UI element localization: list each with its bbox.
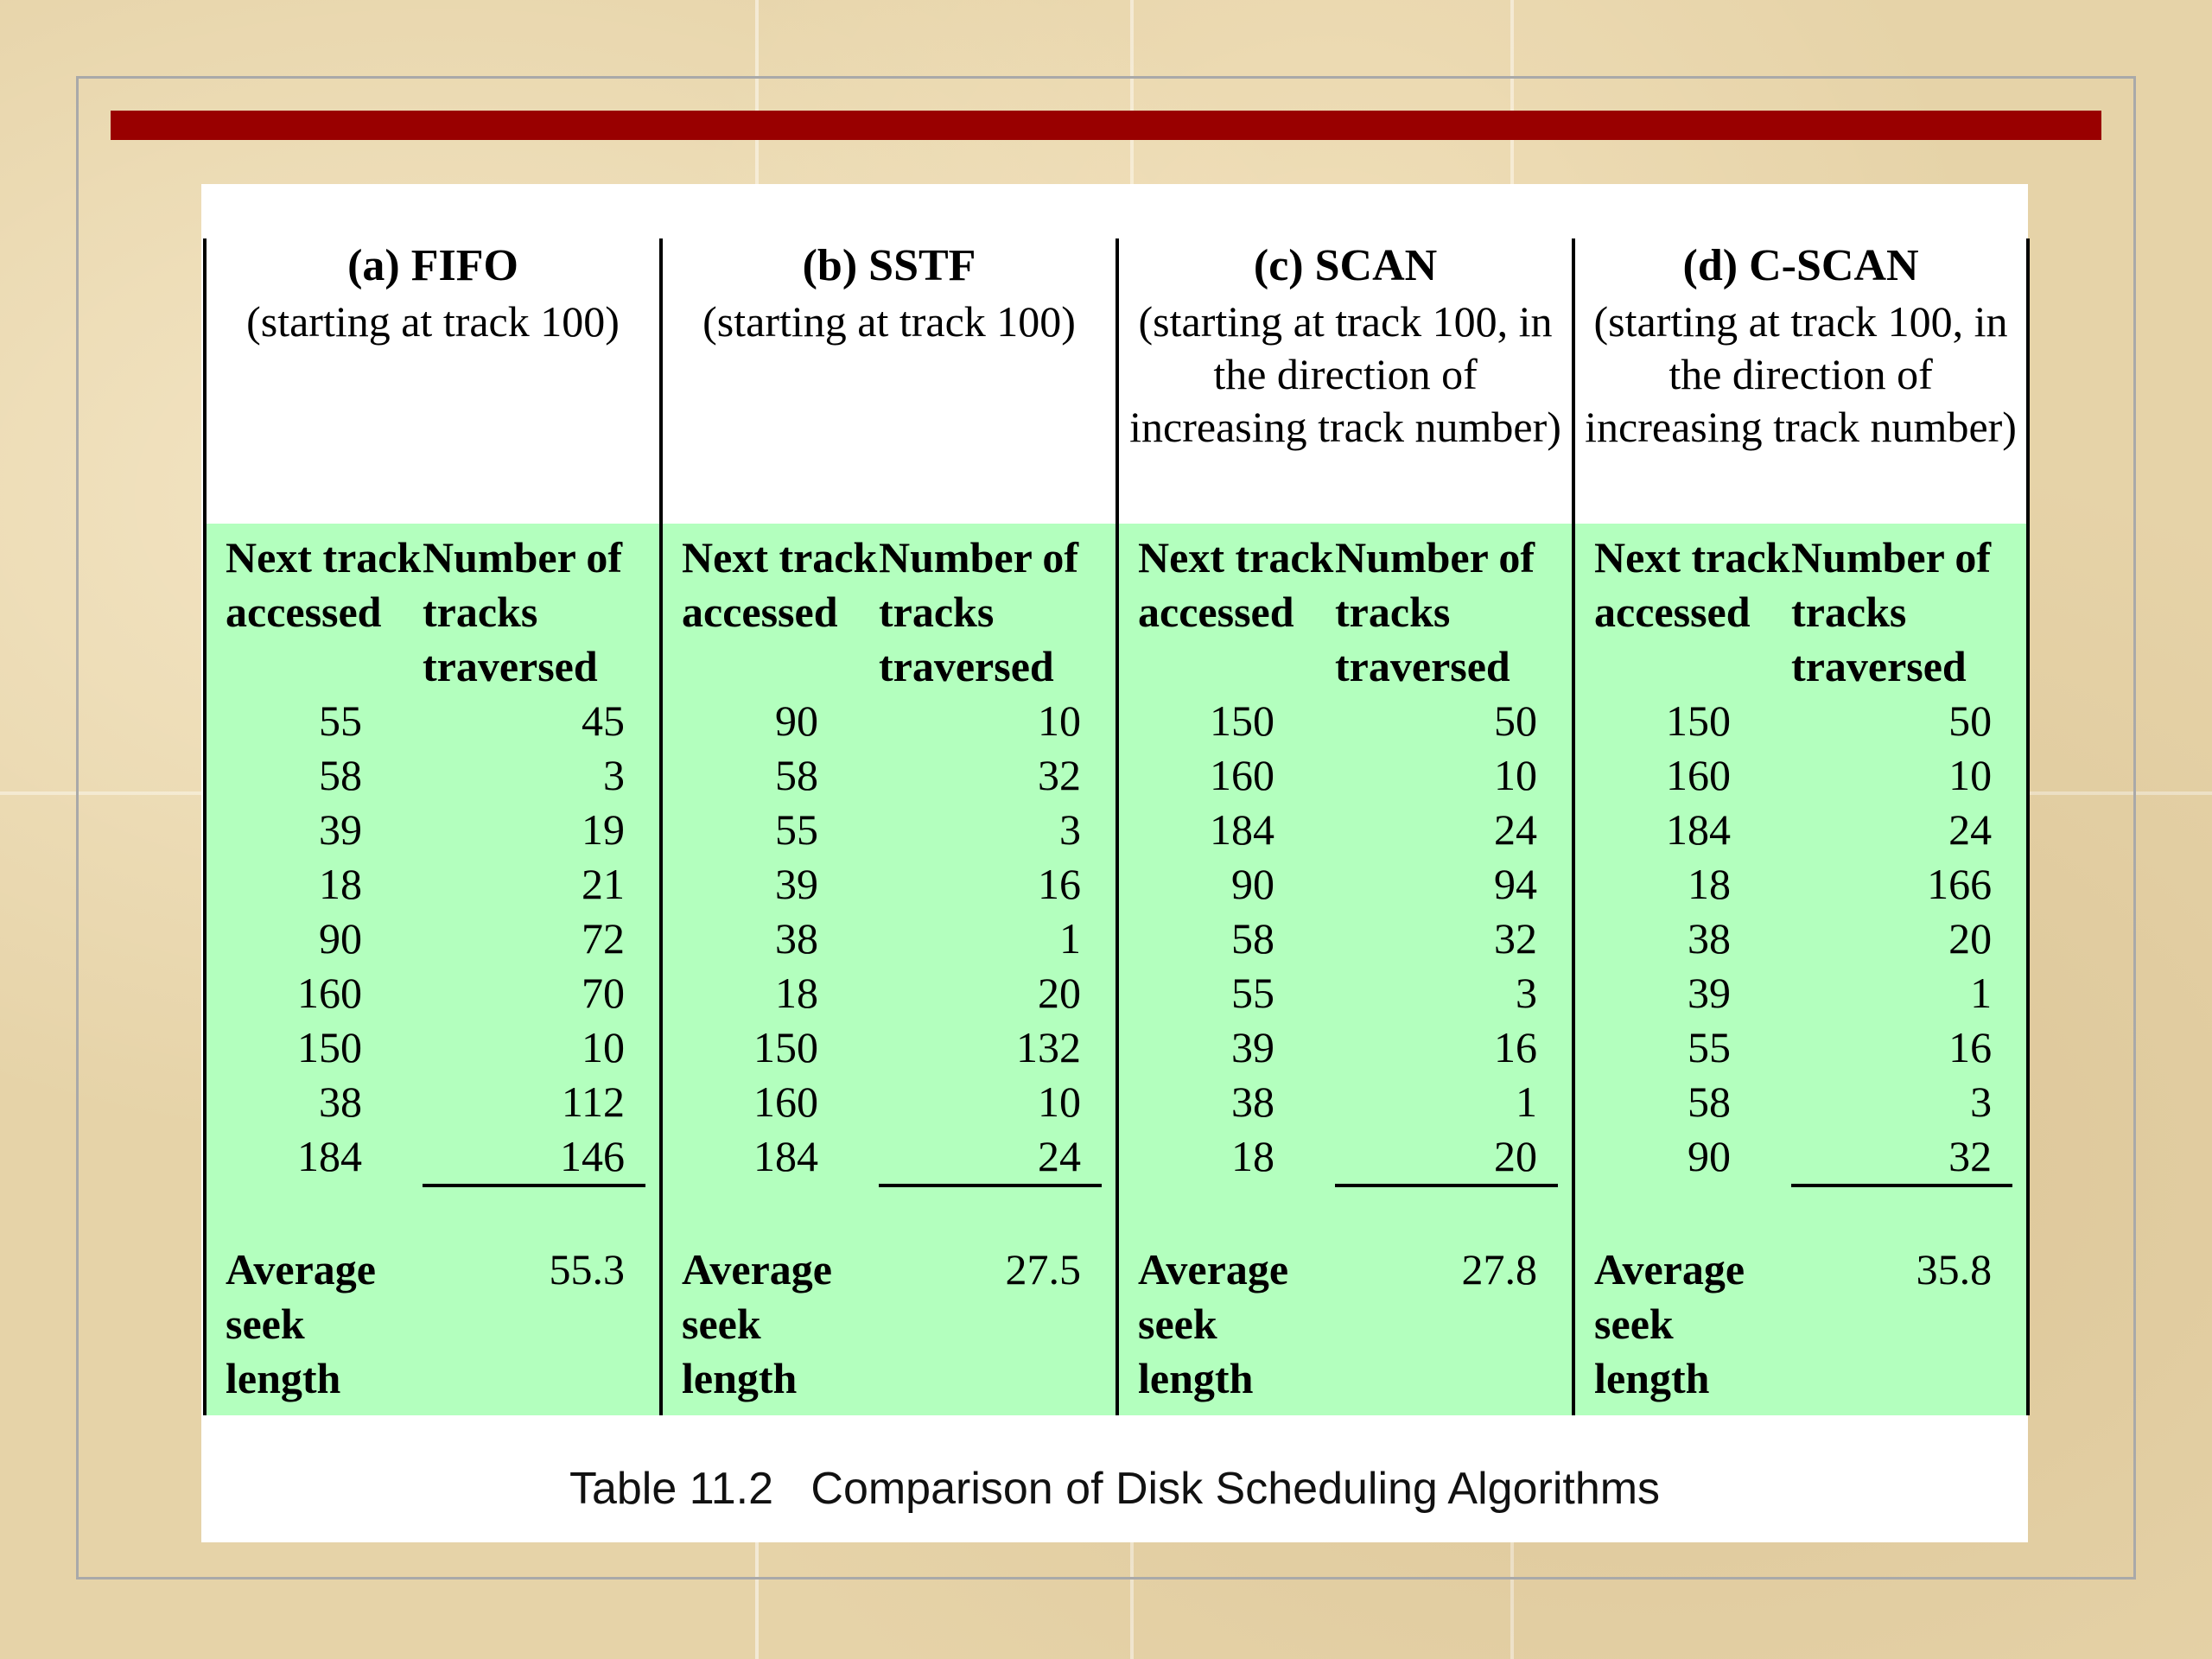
tracks-traversed-cell: 146 <box>423 1129 661 1184</box>
table-row <box>205 803 2028 857</box>
table-row <box>205 694 2028 748</box>
next-track-cell: 39 <box>1117 1020 1335 1075</box>
next-track-cell: 90 <box>661 694 879 748</box>
average-label: Average seek length <box>661 1243 879 1415</box>
next-track-cell: 58 <box>1117 912 1335 966</box>
tracks-traversed-cell: 10 <box>879 1075 1117 1129</box>
next-track-cell: 39 <box>1573 966 1791 1020</box>
algorithm-subtitle: (starting at track 100) <box>702 297 1076 346</box>
table-row <box>205 748 2028 803</box>
tracks-traversed-cell: 32 <box>1335 912 1573 966</box>
tracks-traversed-cell: 45 <box>423 694 661 748</box>
next-track-cell: 184 <box>1117 803 1335 857</box>
average-row <box>205 1243 2028 1415</box>
tracks-traversed-cell: 20 <box>879 966 1117 1020</box>
average-label: Average seek length <box>1117 1243 1335 1415</box>
tracks-traversed-cell: 112 <box>423 1075 661 1129</box>
next-track-cell: 184 <box>1573 803 1791 857</box>
next-track-cell: 150 <box>1117 694 1335 748</box>
tracks-traversed-cell: 1 <box>879 912 1117 966</box>
next-track-cell: 184 <box>661 1129 879 1184</box>
next-track-cell: 150 <box>1573 694 1791 748</box>
column-header-row <box>205 524 2028 694</box>
average-label: Average seek length <box>205 1243 423 1415</box>
next-track-cell: 38 <box>1117 1075 1335 1129</box>
next-track-cell: 55 <box>1117 966 1335 1020</box>
average-value: 35.8 <box>1791 1243 2028 1415</box>
next-track-cell: 150 <box>661 1020 879 1075</box>
tracks-traversed-cell: 94 <box>1335 857 1573 912</box>
next-track-header: Next track accessed <box>205 524 423 694</box>
tracks-traversed-cell: 10 <box>1335 748 1573 803</box>
tracks-traversed-cell: 72 <box>423 912 661 966</box>
next-track-cell: 38 <box>205 1075 423 1129</box>
tracks-traversed-cell: 1 <box>1791 966 2028 1020</box>
disk-scheduling-table <box>203 238 2030 1415</box>
tracks-traversed-cell: 32 <box>879 748 1117 803</box>
tracks-traversed-cell: 1 <box>1335 1075 1573 1129</box>
tracks-traversed-cell: 166 <box>1791 857 2028 912</box>
next-track-cell: 18 <box>661 966 879 1020</box>
table-row <box>205 1020 2028 1075</box>
algorithm-subtitle: (starting at track 100, in the direction of increasing track number) <box>1585 297 2017 451</box>
next-track-header: Next track accessed <box>661 524 879 694</box>
algorithm-header-1 <box>661 238 1117 524</box>
next-track-cell: 38 <box>1573 912 1791 966</box>
next-track-cell: 55 <box>205 694 423 748</box>
next-track-cell: 90 <box>1117 857 1335 912</box>
table-row <box>205 912 2028 966</box>
next-track-cell: 55 <box>661 803 879 857</box>
tracks-traversed-cell: 10 <box>879 694 1117 748</box>
next-track-cell: 58 <box>205 748 423 803</box>
algorithm-header-0 <box>205 238 661 524</box>
table-row <box>205 1129 2028 1184</box>
tracks-traversed-cell: 24 <box>1791 803 2028 857</box>
next-track-cell: 90 <box>1573 1129 1791 1184</box>
algorithm-title: (b) SSTF <box>802 241 976 290</box>
next-track-cell: 18 <box>1117 1129 1335 1184</box>
next-track-header: Next track accessed <box>1117 524 1335 694</box>
algorithm-subtitle: (starting at track 100, in the direction of increasing track number) <box>1129 297 1561 451</box>
tracks-traversed-cell: 70 <box>423 966 661 1020</box>
tracks-traversed-cell: 20 <box>1335 1129 1573 1184</box>
algorithm-header-3 <box>1573 238 2028 524</box>
tracks-traversed-cell: 3 <box>1791 1075 2028 1129</box>
tracks-traversed-cell: 32 <box>1791 1129 2028 1184</box>
next-track-cell: 58 <box>1573 1075 1791 1129</box>
tracks-traversed-header: Number of tracks traversed <box>1335 524 1573 694</box>
tracks-traversed-cell: 20 <box>1791 912 2028 966</box>
table-row <box>205 1075 2028 1129</box>
tracks-traversed-cell: 132 <box>879 1020 1117 1075</box>
tracks-traversed-header: Number of tracks traversed <box>1791 524 2028 694</box>
tracks-traversed-cell: 19 <box>423 803 661 857</box>
tracks-traversed-header: Number of tracks traversed <box>879 524 1117 694</box>
table-row <box>205 857 2028 912</box>
next-track-cell: 55 <box>1573 1020 1791 1075</box>
title-accent-bar <box>111 111 2101 140</box>
tracks-traversed-cell: 24 <box>879 1129 1117 1184</box>
next-track-cell: 160 <box>1573 748 1791 803</box>
next-track-header: Next track accessed <box>1573 524 1791 694</box>
tracks-traversed-cell: 16 <box>1791 1020 2028 1075</box>
next-track-cell: 150 <box>205 1020 423 1075</box>
next-track-cell: 38 <box>661 912 879 966</box>
average-label: Average seek length <box>1573 1243 1791 1415</box>
tracks-traversed-cell: 21 <box>423 857 661 912</box>
average-value: 27.8 <box>1335 1243 1573 1415</box>
tracks-traversed-header: Number of tracks traversed <box>423 524 661 694</box>
next-track-cell: 39 <box>205 803 423 857</box>
tracks-traversed-cell: 3 <box>423 748 661 803</box>
next-track-cell: 160 <box>205 966 423 1020</box>
algorithm-title: (c) SCAN <box>1253 241 1438 290</box>
algorithm-title: (d) C-SCAN <box>1682 241 1919 290</box>
tracks-traversed-cell: 50 <box>1791 694 2028 748</box>
average-value: 55.3 <box>423 1243 661 1415</box>
average-value: 27.5 <box>879 1243 1117 1415</box>
tracks-traversed-cell: 16 <box>1335 1020 1573 1075</box>
algorithm-header-2 <box>1117 238 1573 524</box>
next-track-cell: 18 <box>205 857 423 912</box>
algorithm-subtitle: (starting at track 100) <box>246 297 620 346</box>
table-caption: Table 11.2 Comparison of Disk Scheduling Algorithms <box>569 1464 1661 1514</box>
next-track-cell: 18 <box>1573 857 1791 912</box>
next-track-cell: 160 <box>1117 748 1335 803</box>
tracks-traversed-cell: 50 <box>1335 694 1573 748</box>
tracks-traversed-cell: 10 <box>1791 748 2028 803</box>
algorithm-title: (a) FIFO <box>347 241 518 290</box>
next-track-cell: 58 <box>661 748 879 803</box>
next-track-cell: 39 <box>661 857 879 912</box>
tracks-traversed-cell: 3 <box>879 803 1117 857</box>
tracks-traversed-cell: 10 <box>423 1020 661 1075</box>
tracks-traversed-cell: 3 <box>1335 966 1573 1020</box>
slide-content <box>201 184 2028 1542</box>
next-track-cell: 184 <box>205 1129 423 1184</box>
next-track-cell: 160 <box>661 1075 879 1129</box>
tracks-traversed-cell: 16 <box>879 857 1117 912</box>
table-row <box>205 966 2028 1020</box>
next-track-cell: 90 <box>205 912 423 966</box>
tracks-traversed-cell: 24 <box>1335 803 1573 857</box>
